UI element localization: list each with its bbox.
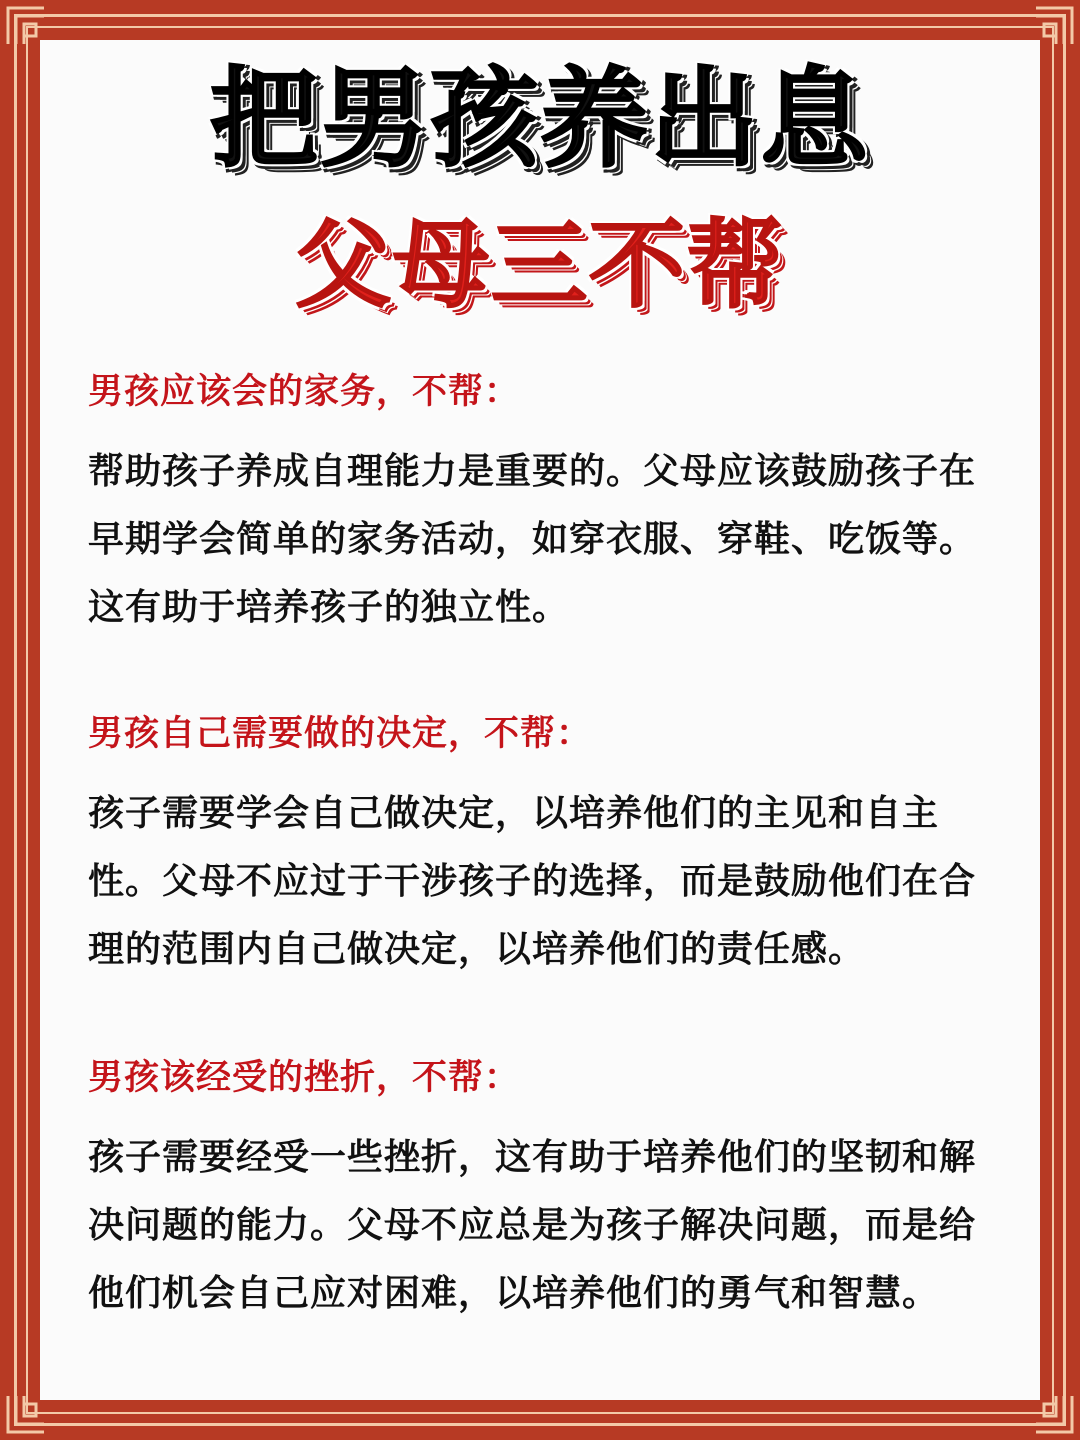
main-title: 把男孩养出息 xyxy=(209,57,870,182)
section-decisions xyxy=(88,712,1008,984)
section-chores xyxy=(88,370,1008,642)
section-body: 帮助孩子养成自理能力是重要的。父母应该鼓励孩子在早期学会简单的家务活动，如穿衣服、穿鞋、吃饭等。这有助于培养孩子的独立性。 xyxy=(88,450,977,628)
section-heading: 男孩应该会的家务，不帮： xyxy=(88,372,521,412)
section-setbacks xyxy=(88,1056,1008,1328)
section-heading: 男孩自己需要做的决定，不帮： xyxy=(88,714,593,754)
section-heading: 男孩该经受的挫折，不帮： xyxy=(88,1058,521,1098)
subtitle: 父母三不帮 xyxy=(295,209,785,321)
section-body: 孩子需要学会自己做决定，以培养他们的主见和自主性。父母不应过于干涉孩子的选择，而是鼓励他们在合理的范围内自己做决定，以培养他们的责任感。 xyxy=(88,792,977,970)
section-body: 孩子需要经受一些挫折，这有助于培养他们的坚韧和解决问题的能力。父母不应总是为孩子解决问题，而是给他们机会自己应对困难，以培养他们的勇气和智慧。 xyxy=(88,1136,977,1314)
